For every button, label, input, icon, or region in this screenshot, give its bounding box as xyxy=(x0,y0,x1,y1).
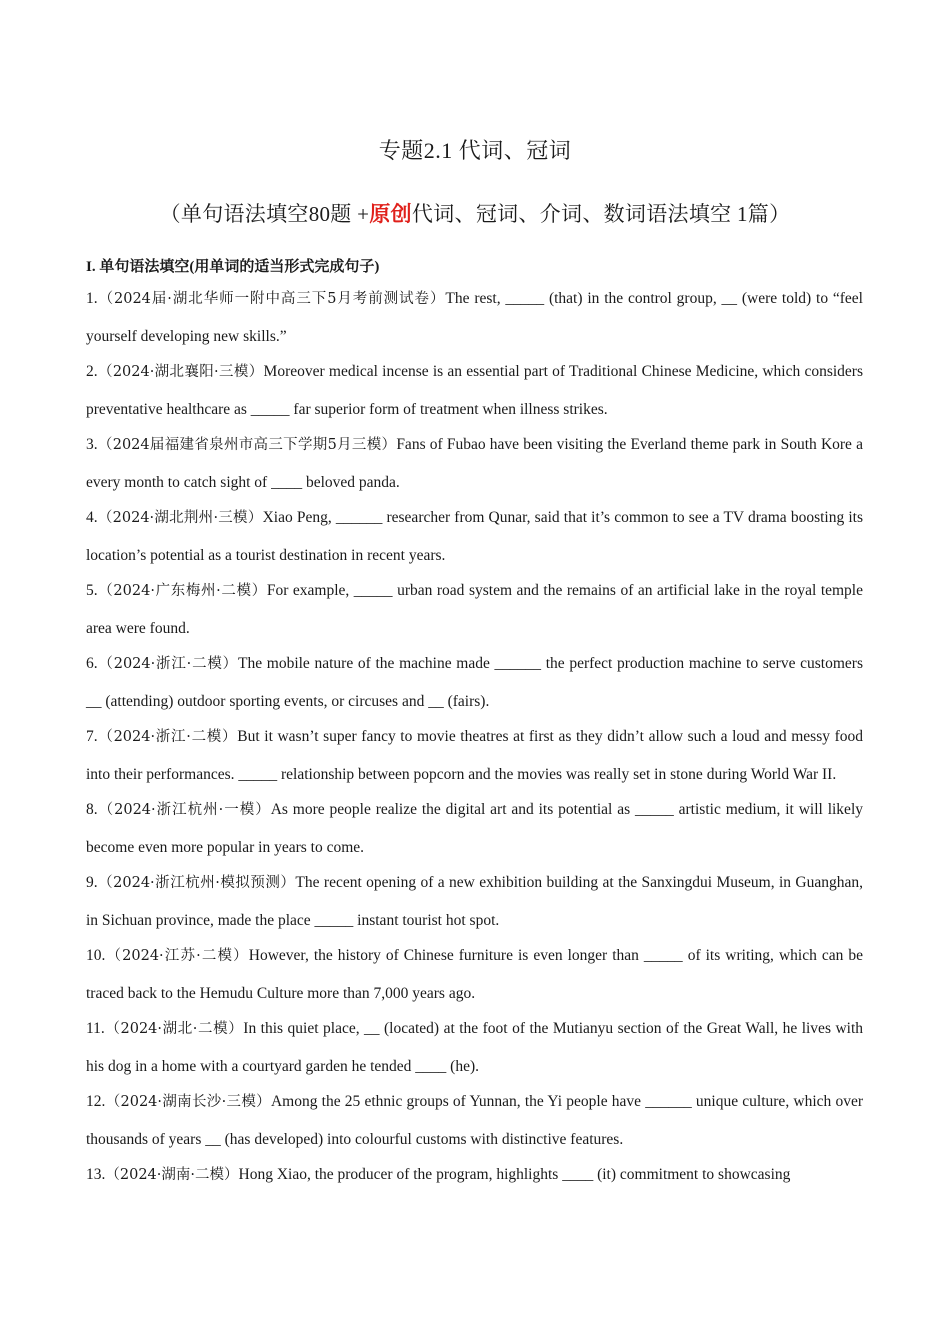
question-source: （2024·江苏·二模） xyxy=(105,948,249,964)
question-source: （2024·湖北襄阳·三模） xyxy=(97,364,264,380)
question-source: （2024·湖南长沙·三模） xyxy=(105,1094,271,1110)
section-heading: I. 单句语法填空(用单词的适当形式完成句子) xyxy=(86,259,380,275)
question-list xyxy=(86,280,863,1192)
question-number: 1. xyxy=(86,290,98,307)
question-number: 9. xyxy=(86,874,98,891)
question-item xyxy=(86,1010,863,1085)
question-source: （2024·浙江·二模） xyxy=(97,729,238,745)
question-number: 6. xyxy=(86,655,98,672)
question-source: （2024·浙江·二模） xyxy=(97,656,238,672)
question-text: For example, _____ urban road system and the remains of an artificial lake in the royal temple area were found. xyxy=(86,582,863,637)
question-item xyxy=(86,1083,863,1158)
question-source: （2024届福建省泉州市高三下学期5月三模） xyxy=(97,437,397,453)
question-item xyxy=(86,353,863,428)
question-number: 2. xyxy=(86,363,98,380)
question-item xyxy=(86,1156,863,1194)
question-text: In this quiet place, __ (located) at the foot of the Mutianyu section of the Great Wall, he lives with his dog in a home with a courtyard garden he tended ____ (he). xyxy=(86,1020,864,1075)
question-number: 10. xyxy=(86,947,106,964)
question-number: 13. xyxy=(86,1166,106,1183)
question-number: 12. xyxy=(86,1093,106,1110)
page-title: 专题2.1 代词、冠词 xyxy=(378,138,572,163)
question-number: 7. xyxy=(86,728,98,745)
question-item xyxy=(86,645,863,720)
subtitle-prefix: （单句语法填空80题 + xyxy=(159,202,370,226)
question-text: Among the 25 ethnic groups of Yunnan, the Yi people have ______ unique culture, which over thousands of years __ (has developed) into colourful customs with distinctive features. xyxy=(86,1093,863,1148)
question-text: However, the history of Chinese furniture is even longer than _____ of its writing, which can be traced back to the Hemudu Culture more than 7,000 years ago. xyxy=(86,947,863,1002)
question-number: 4. xyxy=(86,509,98,526)
question-source: （2024·湖南·二模） xyxy=(105,1167,239,1183)
question-text: The mobile nature of the machine made ______ the perfect production machine to serve customers __ (attending) outdoor sporting events, or circuses and __ (fairs). xyxy=(86,655,863,710)
question-number: 3. xyxy=(86,436,98,453)
question-number: 5. xyxy=(86,582,98,599)
question-text: Moreover medical incense is an essential part of Traditional Chinese Medicine, which considers preventative healthcare as _____ far superior form of treatment when illness strikes. xyxy=(86,363,863,418)
question-source: （2024·湖北·二模） xyxy=(104,1021,244,1037)
question-item xyxy=(86,937,863,1012)
question-text: Fans of Fubao have been visiting the Everland theme park in South Kore a every month to catch sight of ____ beloved panda. xyxy=(86,436,863,491)
question-source: （2024届·湖北华师一附中高三下5月考前测试卷） xyxy=(97,291,446,307)
question-source: （2024·浙江杭州·一模） xyxy=(97,802,271,818)
question-number: 11. xyxy=(86,1020,105,1037)
question-item xyxy=(86,864,863,939)
question-item xyxy=(86,426,863,501)
question-source: （2024·广东梅州·二模） xyxy=(97,583,267,599)
question-item xyxy=(86,791,863,866)
page-subtitle xyxy=(0,198,950,228)
question-text: Hong Xiao, the producer of the program, highlights ____ (it) commitment to showcasing xyxy=(238,1166,791,1183)
question-item xyxy=(86,280,863,355)
question-item xyxy=(86,718,863,793)
question-item xyxy=(86,572,863,647)
question-source: （2024·湖北荆州·三模） xyxy=(97,510,263,526)
subtitle-suffix: 代词、冠词、介词、数词语法填空 1篇） xyxy=(411,202,791,226)
question-number: 8. xyxy=(86,801,98,818)
question-text: Xiao Peng, ______ researcher from Qunar, said that it’s common to see a TV drama boosting its location’s potential as a tourist destination in recent years. xyxy=(86,509,863,564)
question-source: （2024·浙江杭州·模拟预测） xyxy=(97,875,296,891)
question-text: But it wasn’t super fancy to movie theatres at first as they didn’t allow such a loud and messy food into their performances. _____ relationship between popcorn and the movies was really set in stone during World War II. xyxy=(86,728,863,783)
question-text: As more people realize the digital art and its potential as _____ artistic medium, it will likely become even more popular in years to come. xyxy=(86,801,863,856)
question-item xyxy=(86,499,863,574)
question-text: The recent opening of a new exhibition building at the Sanxingdui Museum, in Guanghan, in Sichuan province, made the place _____ instant tourist hot spot. xyxy=(86,874,863,929)
subtitle-highlight: 原创 xyxy=(369,202,412,226)
question-text: The rest, _____ (that) in the control group, __ (were told) to “feel yourself developing new skills.” xyxy=(86,290,863,345)
